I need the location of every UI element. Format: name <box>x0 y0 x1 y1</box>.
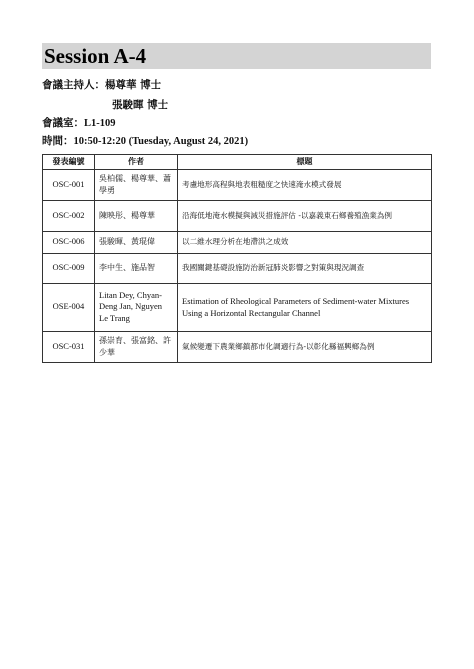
paper-authors: 李中生、施品智 <box>95 253 178 283</box>
schedule-table <box>42 154 432 363</box>
table-row <box>43 253 432 283</box>
paper-authors: Litan Dey, Chyan-Deng Jan, Nguyen Le Trang <box>95 283 178 331</box>
time-value: 10:50-12:20 (Tuesday, August 24, 2021) <box>73 136 249 147</box>
paper-title: 考慮地形高程與地表粗糙度之快速淹水模式發展 <box>178 169 432 200</box>
paper-code: OSC-001 <box>43 169 95 200</box>
paper-title: 氣候變遷下農業鄉鎮都市化調適行為-以彰化縣福興鄉為例 <box>178 331 432 362</box>
paper-code: OSC-002 <box>43 200 95 231</box>
paper-authors: 陳映彤、楊尊華 <box>95 200 178 231</box>
room-label: 會議室： <box>42 117 84 129</box>
paper-authors: 張駿暉、黃琨偉 <box>95 231 178 253</box>
table-header-row <box>43 155 432 170</box>
paper-authors: 吳柏儒、楊尊華、蕭學勇 <box>95 169 178 200</box>
paper-title: 以二維水理分析在地滯洪之成效 <box>178 231 432 253</box>
moderator-2: 張駿暉 博士 <box>112 99 169 111</box>
table-row <box>43 231 432 253</box>
time-label: 時間： <box>42 135 74 147</box>
header-authors: 作者 <box>95 155 178 170</box>
table-row <box>43 200 432 231</box>
time-line <box>42 134 248 149</box>
moderator-line-2 <box>112 98 168 112</box>
header-code: 發表編號 <box>43 155 95 170</box>
session-title: Session A-4 <box>44 44 147 68</box>
paper-code: OSC-031 <box>43 331 95 362</box>
room-line <box>42 116 116 131</box>
paper-authors: 孫崇育、張富銘、許少華 <box>95 331 178 362</box>
header-title: 標題 <box>178 155 432 170</box>
moderator-1: 楊尊華 博士 <box>105 79 162 91</box>
paper-code: OSC-006 <box>43 231 95 253</box>
moderator-line-1 <box>42 78 161 92</box>
table-row <box>43 169 432 200</box>
paper-title: Estimation of Rheological Parameters of Sediment-water Mixtures Using a Horizontal Rectangular Channel <box>178 283 432 331</box>
room-value: L1-109 <box>84 118 116 129</box>
paper-title: 我國關鍵基礎設施防治新冠肺炎影響之對策與現況調查 <box>178 253 432 283</box>
paper-code: OSE-004 <box>43 283 95 331</box>
table-row <box>43 331 432 362</box>
paper-code: OSC-009 <box>43 253 95 283</box>
table-row <box>43 283 432 331</box>
paper-title: 沿海低地淹水模擬與減災措施評估 -以嘉義東石鄉養殖漁業為例 <box>178 200 432 231</box>
moderator-label: 會議主持人： <box>42 79 105 91</box>
